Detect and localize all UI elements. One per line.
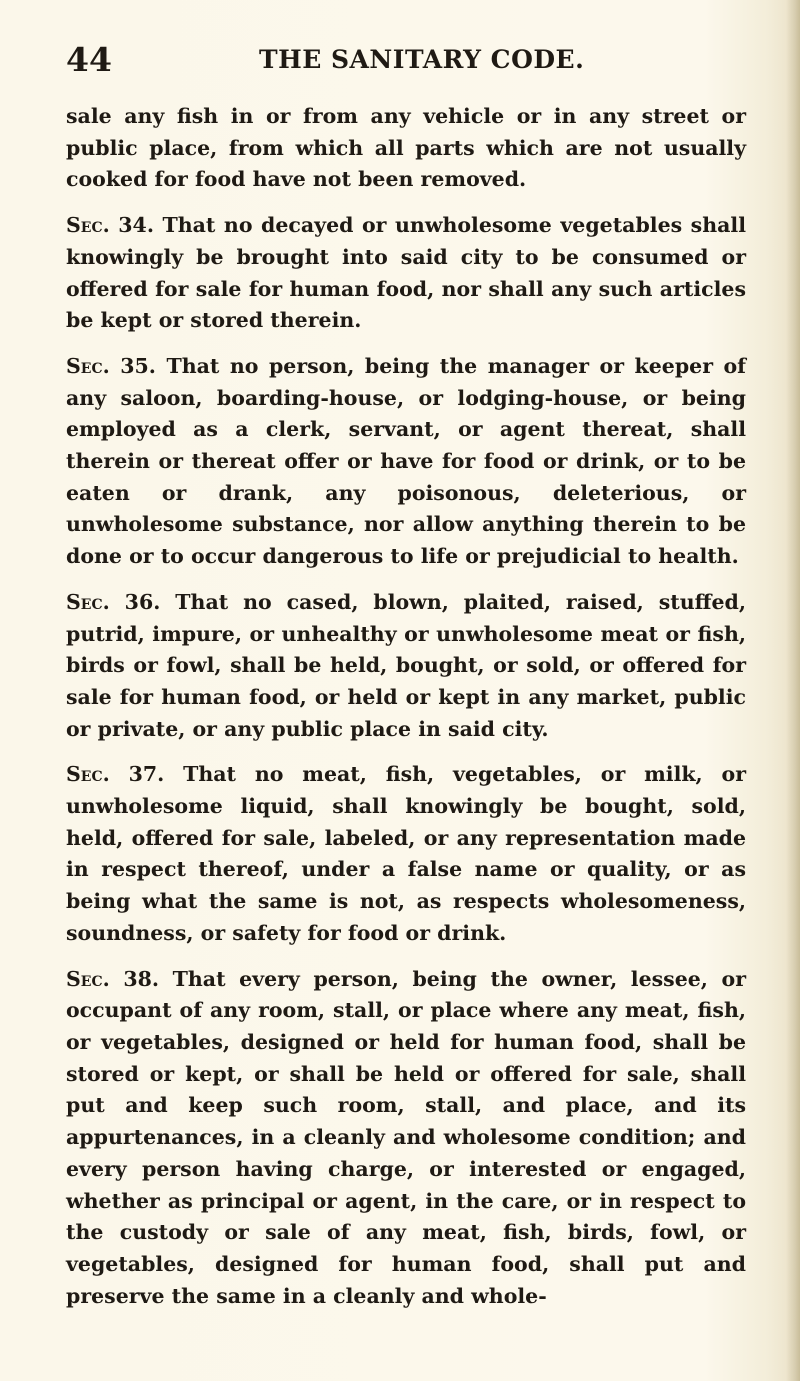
paragraph-continuation xyxy=(66,101,746,196)
section-label: Sec. 34. xyxy=(66,213,154,238)
section-36 xyxy=(66,587,746,746)
section-label: Sec. 35. xyxy=(66,353,156,378)
paragraph-text: sale any fish in or from any vehicle or in any street or public place, from which all parts which are not usually cooked for food have not been removed. xyxy=(66,104,746,192)
paragraph-text: That every person, being the owner, lessee, or occupant of any room, stall, or place where any meat, fish, or vegetables, designed or held for human food, shall be stored or kept, or shall be held or offered for sale, shall put and keep such room, stall, and place, and its appurtenances, in a cleanly and wholesome condition; and every person having charge, or interested or engaged, whether as principal or agent, in the care, or in respect to the custody or sale of any meat, fish, birds, fowl, or vegetables, designed for human food, shall put and preserve the same in a cleanly and whole- xyxy=(66,966,747,1308)
page-number: 44 xyxy=(66,40,112,79)
section-label: Sec. 37. xyxy=(66,762,165,787)
body-text xyxy=(66,101,746,1326)
page-edge-shadow xyxy=(786,0,800,1381)
section-37 xyxy=(66,759,746,949)
paragraph-text: That no person, being the manager or keeper of any saloon, boarding-house, or lodging-house, or being employed as a clerk, servant, or agent thereat, shall therein or thereat offer or have for food or drink, or to be eaten or drank, any poisonous, deleterious, or unwholesome substance, nor allow anything therein to be done or to occur dangerous to life or prejudicial to health. xyxy=(66,353,747,569)
section-34 xyxy=(66,210,746,337)
page-header xyxy=(66,38,746,82)
section-35 xyxy=(66,351,746,573)
section-label: Sec. 38. xyxy=(66,966,160,991)
paragraph-text: That no decayed or unwholesome vegetables shall knowingly be brought into said city to be consumed or offered for sale for human food, nor shall any such articles be kept or stored therein. xyxy=(66,213,746,333)
section-label: Sec. 36. xyxy=(66,589,161,614)
section-38 xyxy=(66,964,746,1313)
paragraph-text: That no cased, blown, plaited, raised, stuffed, putrid, impure, or unhealthy or unwholesome meat or fish, birds or fowl, shall be held, bought, or sold, or offered for sale for human food, or held or kept in any market, public or private, or any public place in said city. xyxy=(66,589,747,741)
paragraph-text: That no meat, fish, vegetables, or milk, or unwholesome liquid, shall knowingly be bought, sold, held, offered for sale, labeled, or any representation made in respect thereof, under a false name or quality, or as being what the same is not, as respects wholesomeness, soundness, or safety for food or drink. xyxy=(66,762,746,945)
running-title: THE SANITARY CODE. xyxy=(259,45,585,74)
